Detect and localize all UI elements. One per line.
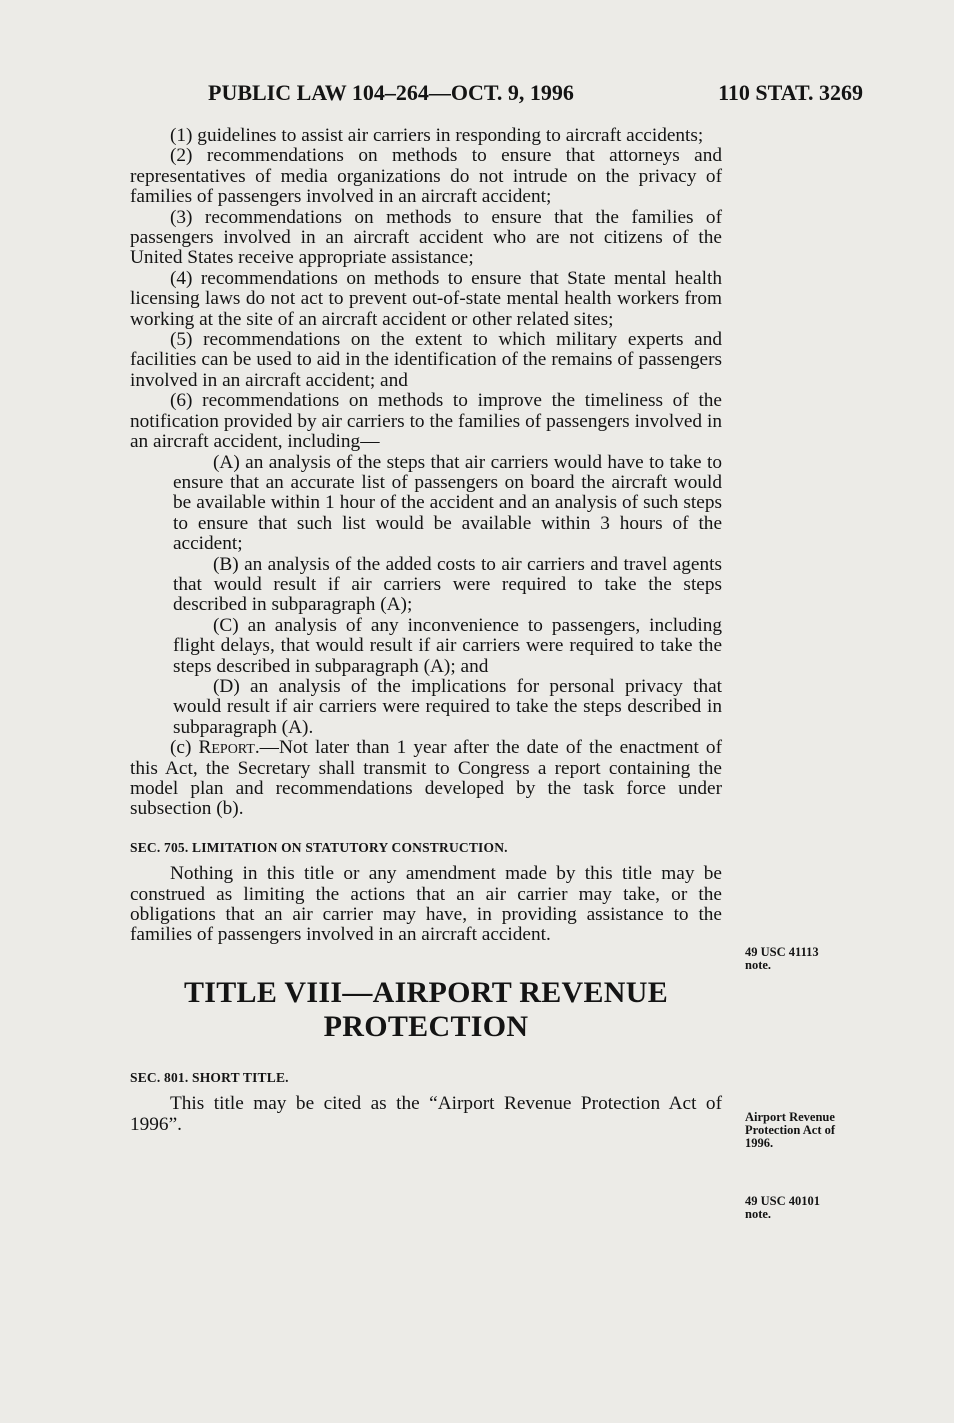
- subparagraph-d: (D) an analysis of the implications for personal privacy that would result if air carriers were required to take the steps described in subparagraph (A).: [173, 675, 722, 738]
- page-body: [130, 126, 722, 1135]
- report-label: (c): [170, 737, 199, 759]
- report-heading: Report: [198, 737, 255, 759]
- title-viii-heading: [130, 976, 722, 1044]
- report-paragraph: [130, 738, 722, 820]
- paragraph-6: (6) recommendations on methods to improve the timeliness of the notification provided by air carriers to the families of passengers involved in an aircraft accident, including—: [130, 390, 722, 453]
- margin-note-line: Protection Act of: [745, 1123, 836, 1137]
- sec-801-heading: SEC. 801. SHORT TITLE.: [130, 1069, 289, 1085]
- paragraph-1: (1) guidelines to assist air carriers in responding to aircraft accidents;: [170, 125, 704, 146]
- title-viii-line2: PROTECTION: [323, 1009, 529, 1043]
- subparagraph-b: (B) an analysis of the added costs to air carriers and travel agents that would result if air carriers were required to take the steps described in subparagraph (A);: [173, 553, 722, 616]
- sec-705-margin-note: [745, 946, 895, 972]
- header-public-law: PUBLIC LAW 104–264—OCT. 9, 1996: [208, 80, 574, 105]
- margin-note-line: note.: [745, 958, 772, 972]
- header-stat-page: 110 STAT. 3269: [718, 80, 863, 105]
- paragraph-5: (5) recommendations on the extent to which military experts and facilities can be used to aid in the identification of the remains of passengers involved in an aircraft accident; and: [130, 329, 722, 391]
- margin-note-line: note.: [745, 1207, 772, 1221]
- subparagraph-c: (C) an analysis of any inconvenience to passengers, including flight delays, that would result if air carriers were required to take the steps described in subparagraph (A); and: [173, 614, 722, 677]
- margin-note-line: Airport Revenue: [745, 1110, 835, 1124]
- title-viii-margin-note: [745, 1111, 895, 1150]
- sec-705-text: Nothing in this title or any amendment made by this title may be construed as limiting the actions that an air carrier may take, or the obligations that an air carrier may have, in providing assistance to the families of passengers involved in an aircraft accident.: [130, 863, 722, 946]
- sec-801-margin-note: [745, 1195, 895, 1221]
- paragraph-2: (2) recommendations on methods to ensure that attorneys and representatives of media organizations do not intrude on the privacy of families of passengers involved in an aircraft accident;: [130, 145, 722, 208]
- subparagraph-a: (A) an analysis of the steps that air carriers would have to take to ensure that an accurate list of passengers on board the aircraft would be available within 1 hour of the accident and an analysis of such steps to ensure that such list would be available within 3 hours of the accident;: [173, 451, 722, 555]
- sec-705-heading: SEC. 705. LIMITATION ON STATUTORY CONSTRUCTION.: [130, 839, 508, 855]
- report-text: .—Not later than 1 year after the date of the enactment of this Act, the Secretary shall transmit to Congress a report containing the model plan and recommendations developed by the task force under subsection (b).: [130, 737, 722, 820]
- margin-note-line: 49 USC 40101: [745, 1194, 821, 1208]
- sec-801-text: This title may be cited as the “Airport Revenue Protection Act of 1996”.: [130, 1093, 722, 1135]
- margin-note-line: 1996.: [745, 1136, 774, 1150]
- margin-note-line: 49 USC 41113: [745, 945, 819, 959]
- paragraph-4: (4) recommendations on methods to ensure that State mental health licensing laws do not act to prevent out-of-state mental health workers from working at the site of an aircraft accident or other related sites;: [130, 267, 722, 330]
- title-viii-line1: TITLE VIII—AIRPORT REVENUE: [183, 975, 669, 1009]
- paragraph-3: (3) recommendations on methods to ensure that the families of passengers involved in an aircraft accident who are not citizens of the United States receive appropriate assistance;: [130, 206, 722, 269]
